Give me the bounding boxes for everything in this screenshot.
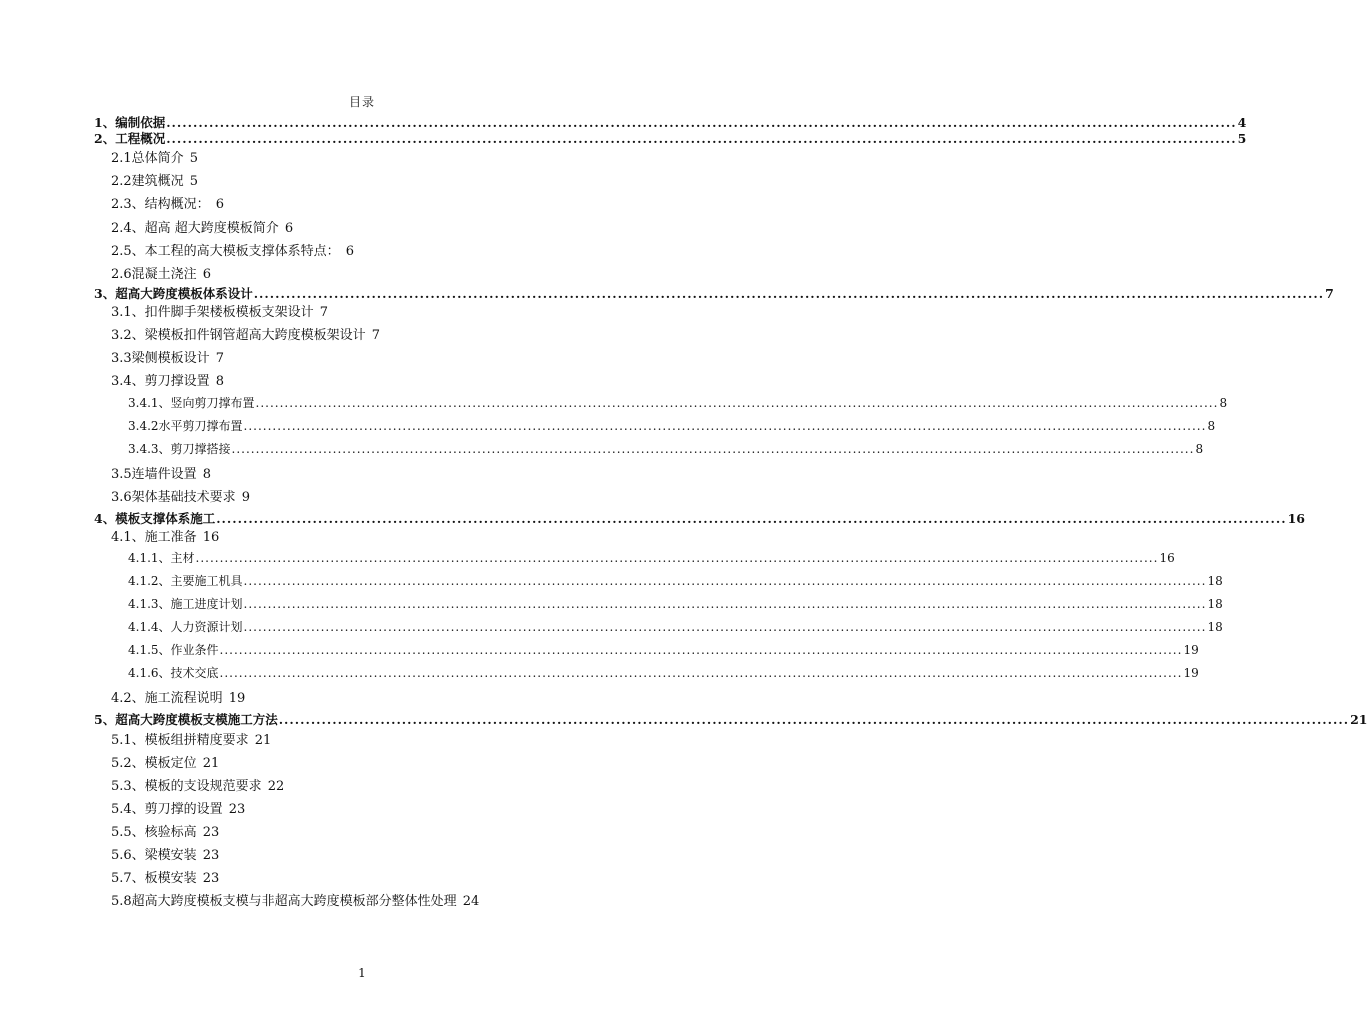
toc-entry-label: 5.6、梁模安装 bbox=[111, 848, 197, 863]
toc-entry[interactable] bbox=[111, 347, 224, 366]
toc-entry-page: 5 bbox=[1237, 131, 1247, 146]
toc-entry[interactable] bbox=[111, 240, 354, 259]
toc-entry-label: 3.1、扣件脚手架楼板模板支架设计 bbox=[111, 305, 314, 320]
toc-entry-label: 2.4、超高 超大跨度模板简介 bbox=[111, 221, 279, 236]
toc-entry-label: 5.7、板模安装 bbox=[111, 871, 197, 886]
toc-entry[interactable] bbox=[111, 752, 219, 771]
toc-entry[interactable] bbox=[128, 595, 1223, 612]
toc-entry-leader: ........................................................................................................................................................................................................ bbox=[243, 597, 1207, 611]
toc-entry[interactable] bbox=[111, 370, 224, 389]
toc-entry[interactable] bbox=[111, 526, 219, 545]
toc-entry-page: 7 bbox=[371, 328, 380, 343]
toc-entry-leader: ........................................................................................................................................................................................................ bbox=[166, 115, 1237, 130]
toc-entry-page: 7 bbox=[319, 305, 328, 320]
toc-entry-page: 8 bbox=[202, 467, 211, 482]
toc-entry[interactable] bbox=[111, 170, 198, 189]
toc-entry-label: 5.2、模板定位 bbox=[111, 756, 197, 771]
toc-entry[interactable] bbox=[94, 129, 1247, 147]
toc-entry-label: 3.2、梁模板扣件钢管超高大跨度模板架设计 bbox=[111, 328, 366, 343]
toc-entry[interactable] bbox=[111, 821, 219, 840]
toc-entry-label: 4.2、施工流程说明 bbox=[111, 691, 223, 706]
toc-entry-label: 4.1.4、人力资源计划 bbox=[128, 620, 243, 634]
toc-entry-page: 4 bbox=[1237, 115, 1247, 130]
toc-entry[interactable] bbox=[94, 284, 1334, 302]
toc-entry-label: 3.4、剪刀撑设置 bbox=[111, 374, 210, 389]
toc-entry[interactable] bbox=[128, 572, 1223, 589]
toc-entry-leader: ........................................................................................................................................................................................................ bbox=[216, 511, 1287, 526]
toc-entry-page: 7 bbox=[1325, 286, 1334, 301]
toc-entry-label: 2.5、本工程的高大模板支撑体系特点： bbox=[111, 244, 340, 259]
toc-entry-page: 18 bbox=[1207, 620, 1223, 634]
toc-entry[interactable] bbox=[128, 641, 1199, 658]
toc-entry[interactable] bbox=[111, 263, 211, 282]
toc-entry-page: 6 bbox=[345, 244, 354, 259]
toc-entry[interactable] bbox=[94, 710, 1367, 728]
toc-entry-page: 19 bbox=[1183, 643, 1199, 657]
toc-entry-page: 18 bbox=[1207, 597, 1223, 611]
toc-entry-page: 9 bbox=[241, 490, 250, 505]
toc-entry-label: 3.5连墙件设置 bbox=[111, 467, 197, 482]
toc-entry[interactable] bbox=[111, 867, 219, 886]
toc-entry-label: 2、工程概况 bbox=[94, 131, 166, 146]
toc-entry-leader: ........................................................................................................................................................................................................ bbox=[243, 574, 1207, 588]
toc-entry-leader: ........................................................................................................................................................................................................ bbox=[253, 286, 1325, 301]
toc-entry[interactable] bbox=[111, 844, 219, 863]
toc-entry[interactable] bbox=[111, 301, 328, 320]
toc-entry-page: 16 bbox=[1287, 511, 1305, 526]
toc-title: 目录 bbox=[348, 95, 375, 109]
toc-entry-page: 7 bbox=[215, 351, 224, 366]
toc-entry-page: 21 bbox=[202, 756, 220, 771]
toc-entry-page: 21 bbox=[1350, 712, 1367, 727]
toc-entry-label: 5.3、模板的支设规范要求 bbox=[111, 779, 262, 794]
toc-entry-page: 23 bbox=[202, 848, 220, 863]
toc-entry-page: 8 bbox=[1195, 442, 1204, 456]
toc-entry-leader: ........................................................................................................................................................................................................ bbox=[243, 620, 1207, 634]
toc-entry[interactable] bbox=[128, 417, 1216, 434]
toc-entry[interactable] bbox=[128, 440, 1204, 457]
toc-entry-label: 3.6架体基础技术要求 bbox=[111, 490, 236, 505]
toc-entry-page: 8 bbox=[1219, 396, 1228, 410]
toc-entry-page: 6 bbox=[215, 197, 224, 212]
page-number: 1 bbox=[358, 966, 366, 980]
toc-entry[interactable] bbox=[111, 193, 224, 212]
toc-entry-page: 24 bbox=[462, 894, 480, 909]
toc-entry[interactable] bbox=[111, 729, 271, 748]
toc-entry-page: 8 bbox=[215, 374, 224, 389]
toc-entry-page: 5 bbox=[189, 174, 198, 189]
toc-entry[interactable] bbox=[128, 664, 1199, 681]
toc-entry-page: 8 bbox=[1207, 419, 1216, 433]
toc-entry-page: 19 bbox=[228, 691, 246, 706]
toc-entry-label: 5、超高大跨度模板支模施工方法 bbox=[94, 712, 278, 727]
toc-entry-leader: ........................................................................................................................................................................................................ bbox=[255, 396, 1219, 410]
toc-entry[interactable] bbox=[128, 394, 1228, 411]
toc-entry[interactable] bbox=[128, 549, 1175, 566]
toc-entry-page: 6 bbox=[284, 221, 294, 236]
toc-entry-label: 4.1.2、主要施工机具 bbox=[128, 574, 243, 588]
toc-entry[interactable] bbox=[128, 618, 1223, 635]
toc-entry-leader: ........................................................................................................................................................................................................ bbox=[219, 643, 1183, 657]
toc-entry-page: 21 bbox=[254, 733, 272, 748]
toc-entry-page: 18 bbox=[1207, 574, 1223, 588]
toc-entry[interactable] bbox=[111, 890, 479, 909]
toc-entry-label: 4.1.5、作业条件 bbox=[128, 643, 219, 657]
toc-entry-label: 3.4.1、竖向剪刀撑布置 bbox=[128, 396, 255, 410]
toc-entry-page: 19 bbox=[1183, 666, 1199, 680]
toc-entry-label: 4.1.1、主材 bbox=[128, 551, 195, 565]
toc-entry[interactable] bbox=[111, 217, 293, 236]
toc-entry[interactable] bbox=[111, 798, 245, 817]
toc-entry-page: 23 bbox=[202, 825, 220, 840]
toc-entry-leader: ........................................................................................................................................................................................................ bbox=[195, 551, 1159, 565]
toc-entry-label: 4、模板支撑体系施工 bbox=[94, 511, 216, 526]
toc-entry-label: 3.4.3、剪刀撑搭接 bbox=[128, 442, 231, 456]
toc-entry-page: 23 bbox=[228, 802, 246, 817]
toc-entry-page: 16 bbox=[202, 530, 220, 545]
toc-entry-page: 22 bbox=[267, 779, 285, 794]
toc-entry-label: 5.5、核验标高 bbox=[111, 825, 197, 840]
toc-entry-label: 4.1.3、施工进度计划 bbox=[128, 597, 243, 611]
toc-entry[interactable] bbox=[111, 147, 198, 166]
toc-entry-label: 3.4.2水平剪刀撑布置 bbox=[128, 419, 243, 433]
toc-entry-leader: ........................................................................................................................................................................................................ bbox=[166, 131, 1237, 146]
toc-entry[interactable] bbox=[111, 486, 250, 505]
toc-entry-leader: ........................................................................................................................................................................................................ bbox=[278, 712, 1350, 727]
toc-entry-page: 5 bbox=[189, 151, 198, 166]
toc-entry-label: 2.2建筑概况 bbox=[111, 174, 184, 189]
toc-entry-label: 1、编制依据 bbox=[94, 115, 166, 130]
toc-entry[interactable] bbox=[111, 775, 284, 794]
toc-entry-label: 4.1.6、技术交底 bbox=[128, 666, 219, 680]
toc-entry-page: 16 bbox=[1159, 551, 1175, 565]
toc-entry-label: 2.6混凝土浇注 bbox=[111, 267, 197, 282]
toc-entry-label: 5.8超高大跨度模板支模与非超高大跨度模板部分整体性处理 bbox=[111, 894, 457, 909]
toc-entry-label: 2.1总体简介 bbox=[111, 151, 184, 166]
toc-entry-label: 2.3、结构概况： bbox=[111, 197, 210, 212]
toc-entry-label: 5.4、剪刀撑的设置 bbox=[111, 802, 223, 817]
toc-entry-label: 4.1、施工准备 bbox=[111, 530, 197, 545]
toc-entry-page: 6 bbox=[202, 267, 211, 282]
toc-entry-label: 3.3梁侧模板设计 bbox=[111, 351, 210, 366]
toc-entry-label: 5.1、模板组拼精度要求 bbox=[111, 733, 249, 748]
toc-entry[interactable] bbox=[111, 324, 380, 343]
toc-entry[interactable] bbox=[111, 687, 245, 706]
toc-entry[interactable] bbox=[111, 463, 211, 482]
toc-entry[interactable] bbox=[94, 509, 1305, 527]
toc-entry-leader: ........................................................................................................................................................................................................ bbox=[243, 419, 1207, 433]
toc-entry-label: 3、超高大跨度模板体系设计 bbox=[94, 286, 253, 301]
toc-entry-leader: ........................................................................................................................................................................................................ bbox=[219, 666, 1183, 680]
toc-entry-leader: ........................................................................................................................................................................................................ bbox=[231, 442, 1195, 456]
toc-entry-page: 23 bbox=[202, 871, 220, 886]
